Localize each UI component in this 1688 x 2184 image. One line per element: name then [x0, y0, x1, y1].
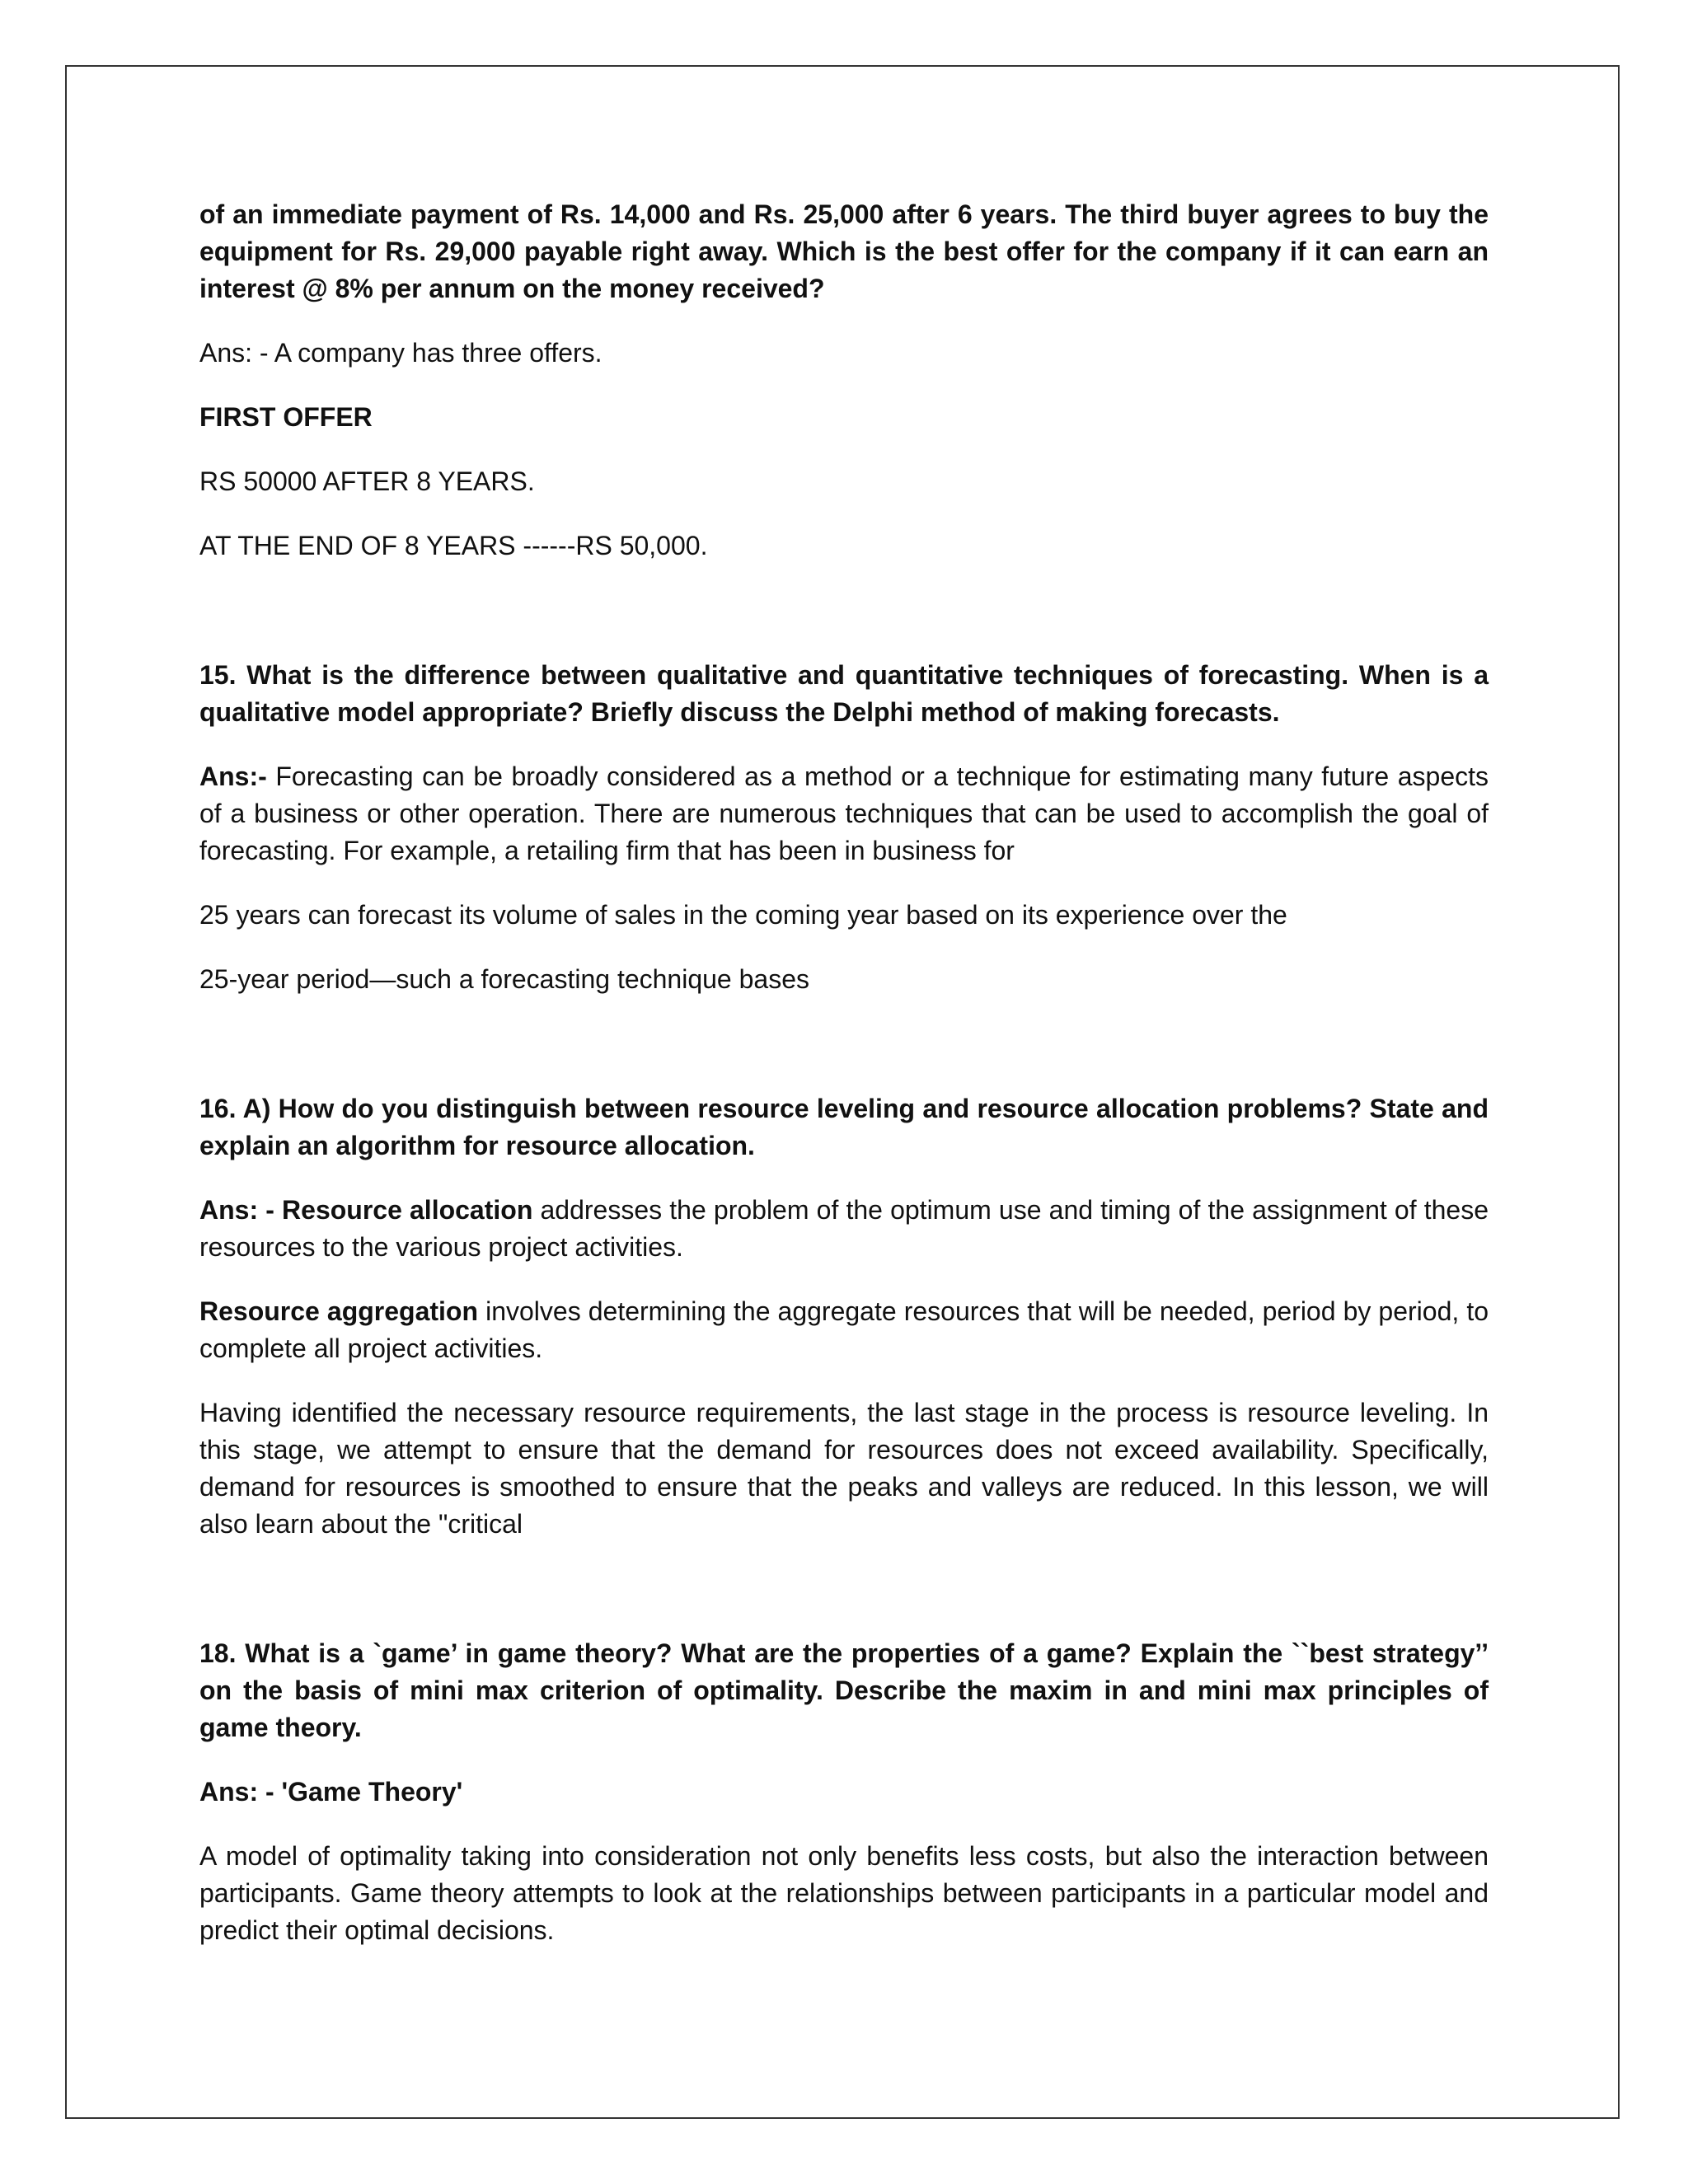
question-18-answer-heading: Ans: - 'Game Theory': [199, 1777, 463, 1807]
question-15: 15. What is the difference between qualitative and quantitative techniques of forecasting. When is a qualitative model appropriate? Briefly discuss the Delphi method of making forecasts.: [199, 660, 1489, 727]
question-16-answer: [199, 1192, 1489, 1266]
question-16: 16. A) How do you distinguish between resource leveling and resource allocation problems? State and explain an algorithm for resource allocation.: [199, 1094, 1489, 1160]
question-15-line-1: 25 years can forecast its volume of sales in the coming year based on its experience over the: [199, 900, 1287, 930]
question-14-continuation: of an immediate payment of Rs. 14,000 and Rs. 25,000 after 6 years. The third buyer agrees to buy the equipment for Rs. 29,000 payable right away. Which is the best offer for the company if it can earn an interest @ 8% per annum on the money received?: [199, 199, 1489, 303]
question-15-line-2: 25-year period—such a forecasting technique bases: [199, 964, 809, 994]
question-14-answer-intro: Ans: - A company has three offers.: [199, 338, 603, 368]
first-offer-line-1: RS 50000 AFTER 8 YEARS.: [199, 466, 535, 496]
answer-text: Forecasting can be broadly considered as a method or a technique for estimating many future aspects of a business or other operation. There are numerous techniques that can be used to accomplish the goal of forecasting. For example, a retailing firm that has been in business for: [199, 762, 1489, 865]
resource-aggregation-paragraph: [199, 1293, 1489, 1367]
first-offer-line-2: AT THE END OF 8 YEARS ------RS 50,000.: [199, 531, 708, 560]
first-offer-heading: FIRST OFFER: [199, 402, 373, 432]
resource-allocation-text: addresses the problem of the optimum use and timing of the assignment of these resources to the various project activities.: [199, 1195, 1489, 1262]
answer-label: Ans:-: [199, 762, 267, 791]
resource-allocation-label: Ans: - Resource allocation: [199, 1195, 533, 1225]
page-content: [199, 196, 1489, 1976]
resource-aggregation-text: involves determining the aggregate resources that will be needed, period by period, to complete all project activities.: [199, 1296, 1489, 1363]
resource-aggregation-label: Resource aggregation: [199, 1296, 479, 1326]
resource-leveling-paragraph: Having identified the necessary resource requirements, the last stage in the process is resource leveling. In this stage, we attempt to ensure that the demand for resources does not exceed availability. Specifically, demand for resources is smoothed to ensure that the peaks and valleys are reduced. In this lesson, we will also learn about the "critical: [199, 1398, 1489, 1539]
question-15-answer: [199, 758, 1489, 869]
question-18: 18. What is a `game’ in game theory? What are the properties of a game? Explain the ``best strategy’’ on the basis of mini max criterion of optimality. Describe the maxim in and mini max principles of game theory.: [199, 1638, 1489, 1742]
question-18-answer: A model of optimality taking into consideration not only benefits less costs, but also the interaction between participants. Game theory attempts to look at the relationships between participants in a particular model and predict their optimal decisions.: [199, 1841, 1489, 1945]
